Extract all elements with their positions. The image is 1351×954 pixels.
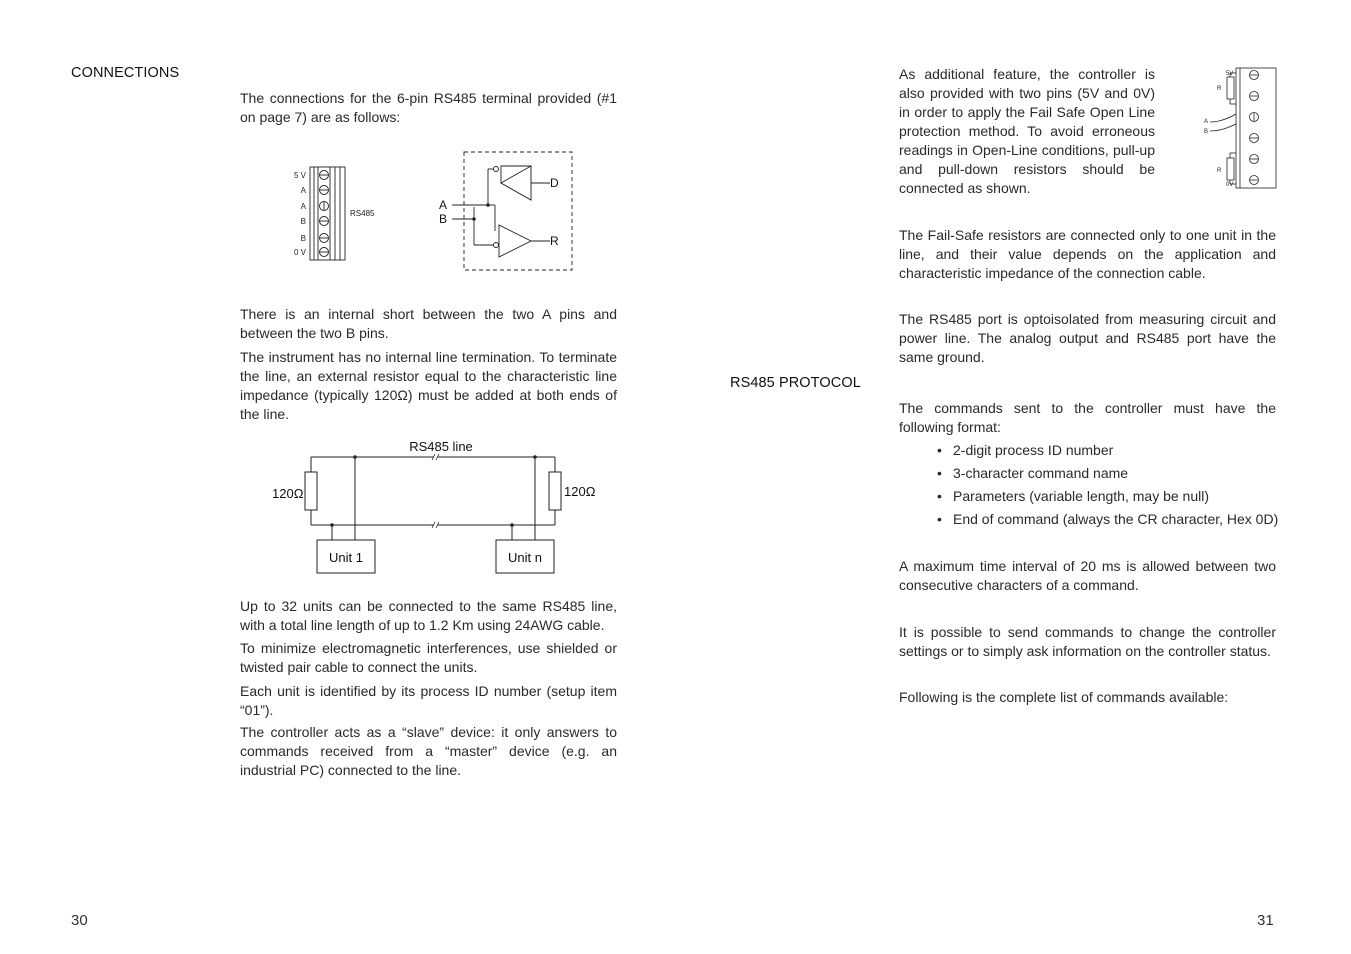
command-format-text: The commands sent to the controller must have the following format: bbox=[899, 400, 1276, 435]
format-item-end-of-command: • End of command (always the CR character, Hex 0D) bbox=[937, 508, 1278, 531]
transceiver-output-r: R bbox=[550, 234, 559, 248]
units-limit-text: Up to 32 units can be connected to the same RS485 line, with a total line length of up to 1.2 Km using 24AWG cable. bbox=[240, 598, 617, 633]
pin-label-5v: 5 V bbox=[293, 171, 306, 180]
process-id-text: Each unit is identified by its process ID number (setup item “01”). bbox=[240, 683, 617, 718]
interference-text: To minimize electromagnetic interferences, use shielded or twisted pair cable to connect the units. bbox=[240, 640, 617, 675]
line-termination-text: The instrument has no internal line termination. To terminate the line, an external resistor equal to the characteristic line impedance (typically 120Ω) must be added at both ends of the line. bbox=[240, 349, 617, 422]
format-item-command-name: • 3-character command name bbox=[937, 462, 1278, 485]
terminal-block bbox=[310, 167, 345, 260]
internal-short-text: There is an internal short between the two A pins and between the two B pins. bbox=[240, 306, 617, 341]
resistor-right-label: 120Ω bbox=[564, 484, 596, 499]
rs485-terminal-diagram bbox=[285, 145, 585, 275]
rs485-line-diagram bbox=[265, 436, 615, 581]
page-number-left: 30 bbox=[71, 912, 88, 929]
pin-label-b2: B bbox=[300, 234, 306, 243]
connections-intro: The connections for the 6-pin RS485 terminal provided (#1 on page 7) are as follows: bbox=[240, 90, 617, 125]
slave-device-text: The controller acts as a “slave” device: it only answers to commands received from a “master” device (e.g. an industrial PC) connected to the line. bbox=[240, 724, 617, 778]
command-list-intro: Following is the complete list of commands available: bbox=[899, 689, 1229, 705]
protocol-heading: RS485 PROTOCOL bbox=[730, 375, 861, 391]
transceiver-schematic bbox=[452, 152, 572, 270]
send-commands-text: It is possible to send commands to change the controller settings or to simply ask information on the controller status. bbox=[899, 624, 1276, 659]
pin-label-a1: A bbox=[300, 186, 306, 195]
transceiver-input-a: A bbox=[439, 198, 448, 212]
page-number-right: 31 bbox=[1257, 912, 1274, 929]
terminal-pin-labels bbox=[294, 171, 307, 257]
resistor-left-label: 120Ω bbox=[272, 486, 304, 501]
terminal-block-label: RS485 bbox=[350, 209, 375, 218]
failsafe-feature-text: As additional feature, the controller is also provided with two pins (5V and 0V) in order to apply the Fail Safe Open Line protection method. To avoid erroneous readings in Open-Line conditions, pull-up and pull-down resistors should be connected as shown. bbox=[899, 66, 1155, 196]
mini-top-label: 5V bbox=[1226, 71, 1234, 77]
unit-last-label: Unit n bbox=[508, 550, 542, 565]
failsafe-resistors-text: The Fail-Safe resistors are connected only to one unit in the line, and their value depends on the application and characteristic impedance of the connection cable. bbox=[899, 227, 1276, 281]
pin-label-b1: B bbox=[300, 217, 306, 226]
transceiver-input-b: B bbox=[439, 212, 448, 226]
mini-bottom-label: 0V bbox=[1226, 182, 1234, 188]
unit-first-label: Unit 1 bbox=[329, 550, 363, 565]
time-interval-text: A maximum time interval of 20 ms is allowed between two consecutive characters of a command. bbox=[899, 558, 1276, 593]
failsafe-resistor-diagram bbox=[1198, 64, 1282, 194]
pin-label-0v: 0 V bbox=[293, 248, 306, 257]
line-diagram-title: RS485 line bbox=[409, 439, 473, 454]
mini-line-b-label: B bbox=[1204, 129, 1209, 135]
mini-resistor-top-label: R bbox=[1217, 86, 1222, 92]
mini-resistor-bottom-label: R bbox=[1217, 168, 1222, 174]
mini-line-a-label: A bbox=[1204, 119, 1209, 125]
optoisolated-text: The RS485 port is optoisolated from measuring circuit and power line. The analog output and RS485 port have the same ground. bbox=[899, 311, 1276, 365]
connections-heading: CONNECTIONS bbox=[71, 65, 180, 81]
transceiver-output-d: D bbox=[550, 176, 559, 190]
command-format-list bbox=[937, 439, 1278, 531]
format-item-process-id: • 2-digit process ID number bbox=[937, 439, 1278, 462]
format-item-parameters: • Parameters (variable length, may be null) bbox=[937, 485, 1278, 508]
pin-label-a2: A bbox=[300, 202, 306, 211]
